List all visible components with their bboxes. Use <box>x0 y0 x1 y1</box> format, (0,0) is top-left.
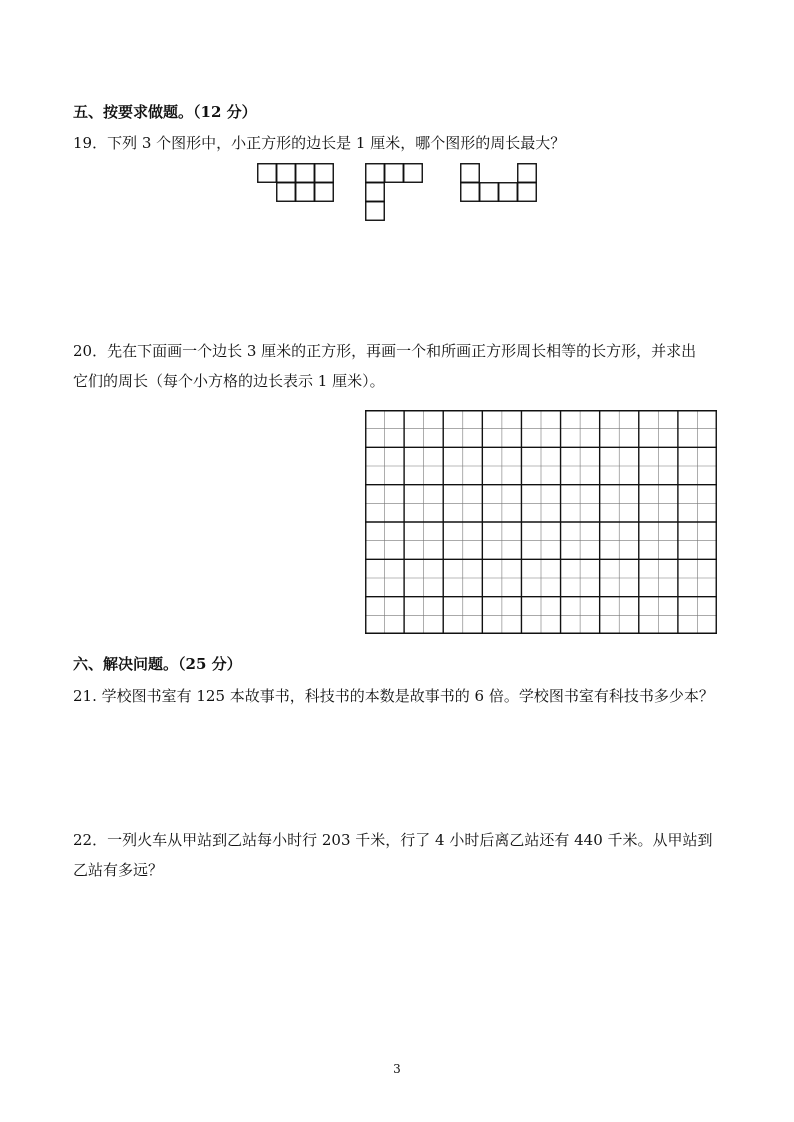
figure-b-cell-3 <box>366 183 385 202</box>
figure-a-cell-4 <box>277 183 296 202</box>
section-6-heading: 六、解决问题。（25 分） <box>73 655 242 673</box>
question-19-text: 19．下列 3 个图形中，小正方形的边长是 1 厘米，哪个图形的周长最大？ <box>73 134 566 152</box>
figure-c-cell-2 <box>461 183 480 202</box>
figure-c <box>460 163 540 203</box>
figure-a-cell-2 <box>296 164 315 183</box>
figure-a-cell-0 <box>258 164 277 183</box>
drawing-grid[interactable] <box>365 410 717 634</box>
question-22-line-2: 乙站有多远？ <box>73 861 164 879</box>
figure-a-cell-6 <box>315 183 334 202</box>
figure-c-cell-3 <box>480 183 499 202</box>
page-number: 3 <box>393 1062 401 1076</box>
figure-a-cell-3 <box>315 164 334 183</box>
figure-c-cell-0 <box>461 164 480 183</box>
section-5-heading: 五、按要求做题。（12 分） <box>73 103 257 121</box>
figure-c-cell-4 <box>499 183 518 202</box>
figure-c-cell-1 <box>518 164 537 183</box>
figure-b-cell-4 <box>366 202 385 221</box>
figure-b-cell-0 <box>366 164 385 183</box>
figure-b <box>365 163 425 223</box>
question-20-line-1: 20．先在下面画一个边长 3 厘米的正方形，再画一个和所画正方形周长相等的长方形，并求出 <box>73 342 697 360</box>
figure-a-cell-5 <box>296 183 315 202</box>
figure-c-cell-5 <box>518 183 537 202</box>
figure-b-cell-2 <box>404 164 423 183</box>
figure-a <box>257 163 337 203</box>
question-21-text: 21. 学校图书室有 125 本故事书，科技书的本数是故事书的 6 倍。学校图书室有科技书多少本？ <box>73 687 714 705</box>
question-22-line-1: 22．一列火车从甲站到乙站每小时行 203 千米，行了 4 小时后离乙站还有 440 千米。从甲站到 <box>73 831 713 849</box>
question-20-line-2: 它们的周长（每个小方格的边长表示 1 厘米）。 <box>73 372 385 390</box>
figure-b-cell-1 <box>385 164 404 183</box>
figure-a-cell-1 <box>277 164 296 183</box>
